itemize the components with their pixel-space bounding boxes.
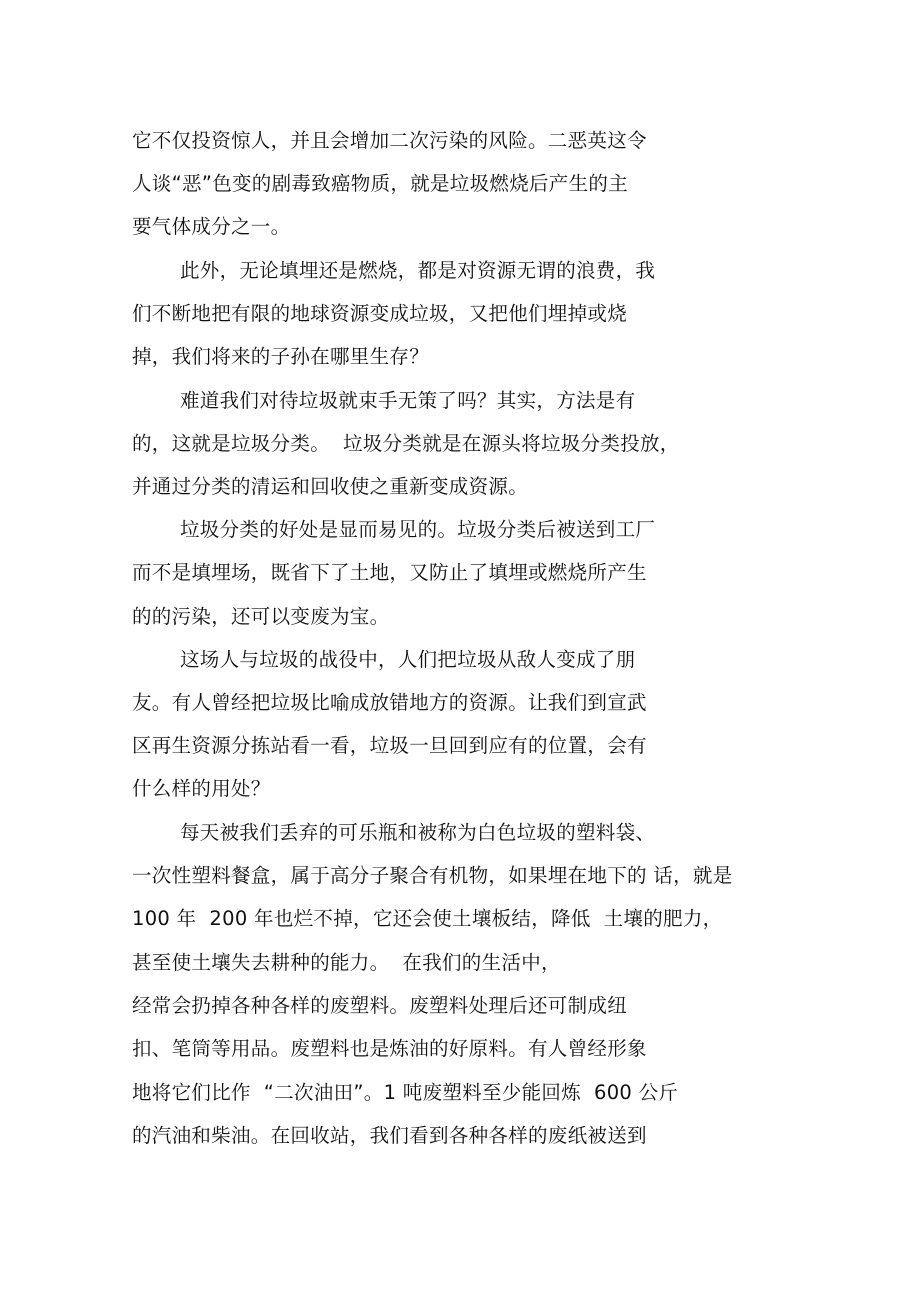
text-line: 100 年 200 年也烂不掉，它还会使土壤板结，降低 土壤的肥力， [132,907,723,930]
text-line: 而不是填埋场，既省下了土地，又防止了填埋或燃烧所产生 [132,561,647,584]
paragraph-start-line: 此外，无论填埋还是燃烧，都是对资源无谓的浪费，我 [180,259,656,282]
paragraph-start-line: 这场人与垃圾的战役中，人们把垃圾从敌人变成了朋 [180,648,636,671]
paragraph-start-line: 难道我们对待垃圾就束手无策了吗？其实，方法是有 [180,389,636,412]
text-line: 的的污染，还可以变废为宝。 [132,605,390,628]
text-line: 的汽油和柴油。在回收站，我们看到各种各样的废纸被送到 [132,1124,647,1147]
text-line: 一次性塑料餐盒，属于高分子聚合有机物，如果埋在地下的 话，就是 [132,864,733,887]
text-line: 并通过分类的清运和回收使之重新变成资源。 [132,475,529,498]
text-line: 扣、笔筒等用品。废塑料也是炼油的好原料。有人曾经形象 [132,1037,647,1060]
text-line: 区再生资源分拣站看一看，垃圾一旦回到应有的位置，会有 [132,734,647,757]
text-line: 友。有人曾经把垃圾比喻成放错地方的资源。让我们到宣武 [132,691,647,714]
paragraph-start-line: 垃圾分类的好处是显而易见的。垃圾分类后被送到工厂 [180,518,656,541]
text-line: 它不仅投资惊人，并且会增加二次污染的风险。二恶英这令 [132,129,647,152]
text-line: 的，这就是垃圾分类。 垃圾分类就是在源头将垃圾分类投放， [132,432,680,455]
text-line: 们不断地把有限的地球资源变成垃圾，又把他们埋掉或烧 [132,302,628,325]
paragraph-start-line: 每天被我们丢弃的可乐瓶和被称为白色垃圾的塑料袋、 [180,821,656,844]
text-line: 掉，我们将来的子孙在哪里生存？ [132,345,430,368]
text-line: 甚至使土壤失去耕种的能力。 在我们的生活中， [132,951,561,974]
text-line: 要气体成分之一。 [132,215,291,238]
text-line: 经常会扔掉各种各样的废塑料。废塑料处理后还可制成纽 [132,994,628,1017]
text-line: 什么样的用处？ [132,777,271,800]
text-line: 人谈“恶”色变的剧毒致癌物质，就是垃圾燃烧后产生的主 [132,172,629,195]
text-line: 地将它们比作 “二次油田”。1 吨废塑料至少能回炼 600 公斤 [132,1081,679,1104]
